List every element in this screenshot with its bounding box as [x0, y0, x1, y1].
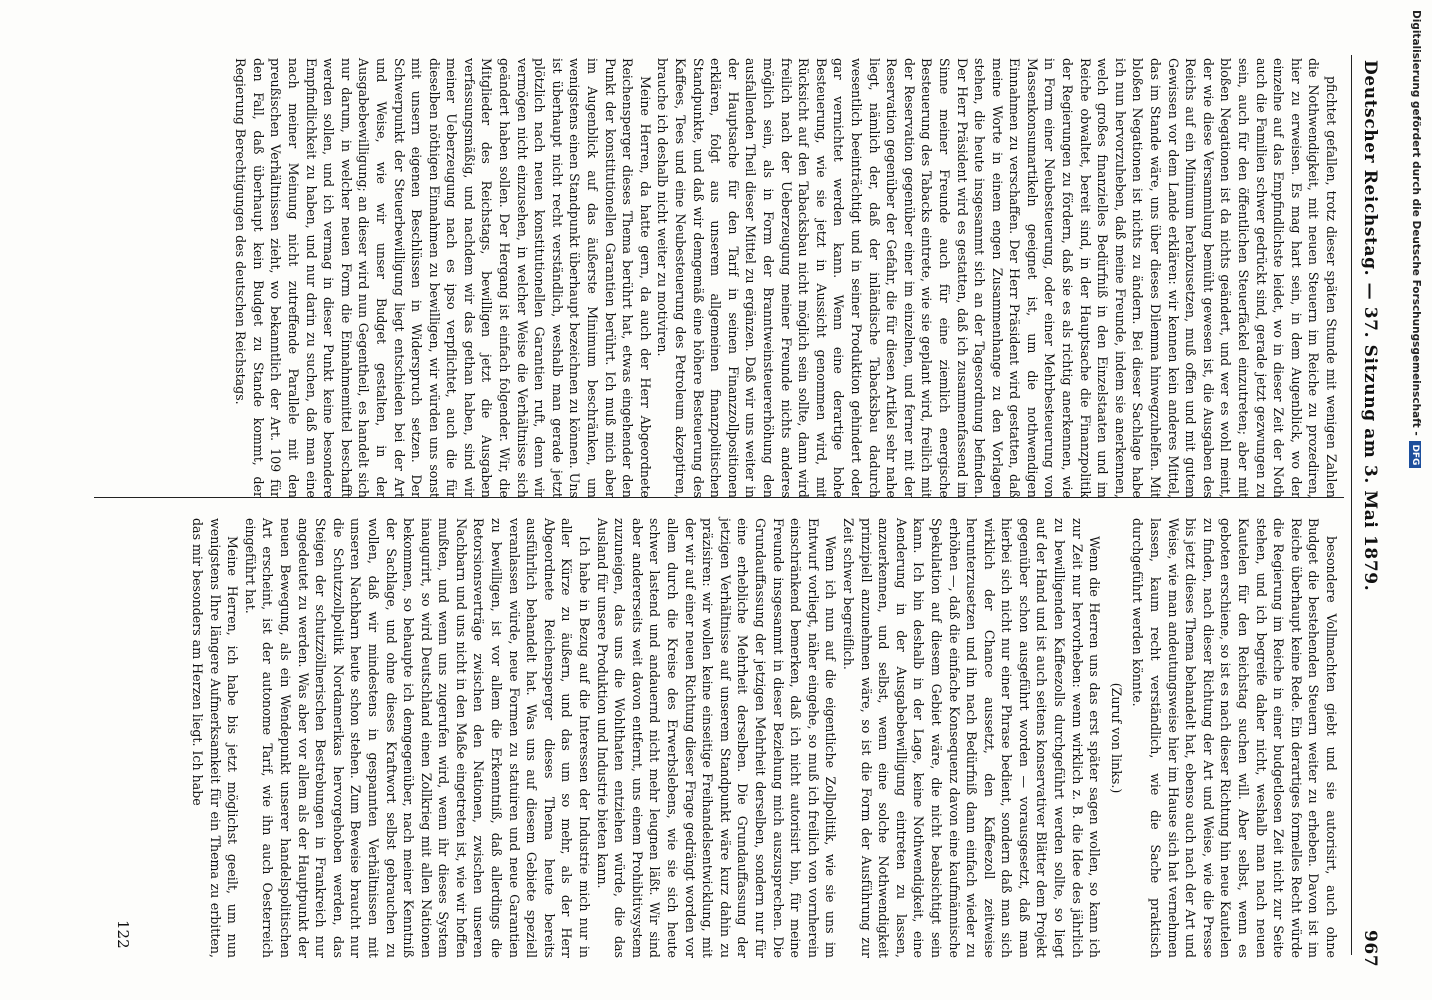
text-column-right	[188, 518, 1340, 958]
paragraph: Meine Herren, da hatte gern, da auch der Herr Abgeordnete Reichensperger dieses Thema berührt hat, etwas eingehender den Punkt der konstitutionellen Garantien berührt. Ich muß mich aber im Augenblick auf das äußerste Minimum beschränken, um wenigstens einen Standpunkt überhaupt bezeichnen zu können. Uns ist überhaupt nicht recht verständlich, weshalb man gerade jetzt plötzlich nach neuen konstitutionellen Garantien ruft, denn wir vermögen nicht einzusehen, in welcher Weise die Verhältnisse sich geändert haben sollen. Der Hergang ist einfach folgender. Wir, die Mitglieder des Reichstags, bewilligen jetzt die Ausgaben verfassungsmäßig, und nachdem wir das gethan haben, sind wir meiner Ueberzeugung nach es ipso verpflichtet, auch die für dieselben nöthigen Einnahmen zu bewilligen, wir würden uns sonst mit unsern eigenen Beschlüssen in Widerspruch setzen. Der Schwerpunkt der Steuerbewilligung liegt entschieden bei der Art und Weise, wie wir unser Budget gestalten, in der Ausgabebewilligung; an dieser wird nun Gegentheil, es handelt sich nur darum, in welcher neuen Form die Einnahmemittel beschafft werden sollen, und ich vermag in dieser Punkt keine besondere Empfindlichkeit zu haben, und nur darin zu suchen, daß man eine nach meiner Meinung nicht zutreffende Parallele mit den preußischen Verhältnissen zieht, wo bekanntlich der Art. 109 für den Fall, daß überhaupt kein Budget zu Stande kommt, der Regierung Berechtigungen des deutschen Reichstags.	[233, 58, 653, 498]
page-number: 967	[1360, 930, 1380, 968]
paragraph: pfichtet gefallen, trotz dieser späten Stunde mit wenigen Zahlen die Nothwendigkeit, mit neuen Steuern im Reiche zu prozediren, hier zu erweisen. Es mag hart sein, in dem Augenblick, wo der einzelne auf das Empfindlichste leidet, wo in dieser Zeit der Noth auch die Familien schwer gedrückt sind, gerade jetzt gezwungen zu sein, auch für den öffentlichen Steuerfäckel einzutreten; aber mit bloßen Negationen ist da nichts geändert, und wer es wohl meint, der wie diese Versammlung bemüht gewesen ist, die Ausgaben des Reichs auf ein Minimum herabzusetzen, muß offen und mit gutem Gewissen vor dem Lande erklären: wir kennen kein anderes Mittel, das im Stande wäre, uns über dieses Dilemma hinwegzuhelfen. Mit bloßen Negationen ist nichts zu ändern. Bei dieser Sachlage habe ich nun hervorzuheben, daß meine Freunde, indem sie anerkennen, welch großes finanzielles Bedürfniß in den Einzelstaaten und im Reiche obwaltet, bereit sind, in der Hauptsache die Finanzpolitik der Regierungen zu fördern, daß sie es als richtig anerkennen, wie in Form einer Neubesteuerung, oder einer Mehrbesteuerung von Massenkonsumartikeln geeignet ist, um die nothwendigen Einnahmen zu verschaffen. Der Herr Präsident wird gestatten, daß meine Worte in einem engen Zusammenhange zu den Vorlagen stehen, die heute insgesammt sich an der Tagesordnung befinden. Der Herr Präsident wird es gestatten, daß ich zusammenfassend im Sinne meiner Freunde auch für eine ziemlich energische Besteuerung des Tabacks eintrete, wie sie geplant wird, freilich mit der Reservation gegenüber einer im einzelnen, und ferner mit der Reservation gegenüber der Gefahr, die für diesen Artikel sehr nahe liegt, nämlich der, daß der inländische Tabacksbau dadurch wesentlich beeinträchtigt und in seiner Produktion gehindert oder gar vernichtet werden kann. Wenn eine derartige hohe Besteuerung, wie sie jetzt in Aussicht genommen wird, mit Rücksicht auf den Tabacksbau nicht möglich sein sollte, dann wird freilich nach der Ueberzeugung meiner Freunde nichts anderes möglich sein, als in Form der Branntweinsteuererhöhung den ausfallenden Theil dieser Mittel zu ergänzen. Daß wir uns weiter in der Hauptsache für den Tarif in seinen Finanzzollpositionen erklären, folgt aus unserem allgemeinen finanzpolitischen Standpunkte, und daß wir demgemäß eine höhere Besteuerung des Kaffees, Tees und eine Neubesteuerung des Petroleum akzeptiren, brauche ich deshalb nicht weiter zu motiviren.	[655, 58, 1339, 498]
paragraph: Meine Herren, ich habe bis jetzt möglichst geeilt, um nun wenigstens Ihre längere Aufmerksamkeit für ein Thema zu erbitten, das mir besonders am Herzen liegt. Ich habe	[190, 518, 241, 958]
funding-statement: Digitalisierung gefördert durch die Deutsche Forschungsgemeinschaft -	[1410, 10, 1422, 436]
paragraph: Wenn ich nun auf die eigentliche Zollpolitik, wie sie uns im Entwurf vorliegt, näher eingehe, so muß ich freilich von vornherein einschränkend bemerken, daß ich nicht autorisirt bin, für meine Freunde insgesammt in dieser Beziehung mich auszusprechen. Die Grundauffassung der jetzigen Mehrheit derselben, sondern nur für eine erhebliche Mehrheit derselben. Die Grundauffassung der jetzigen Verhältnisse auf unserem Standpunkt wäre kurz dahin zu präzisiren: wir wollen keine einseitige Freihandelsentwicklung, mit der wir auf einer neuen Richtung dieser Frage gedrängt worden vor allem durch die Kreise des Erwerbslebens, wie sie sich heute schwer lastend und andauernd nicht mehr leugnen läßt. Wir sind aber andererseits weit davon entfernt, uns einem Prohibitivsystem zuzuneigen, das uns die Wohlthaten entziehen würde, die das Ausland für unsere Produktion und Industrie bieten kann.	[594, 518, 839, 958]
text-column-left	[232, 58, 1340, 498]
sheet-signature: 122	[114, 920, 132, 949]
digitization-note	[1392, 10, 1428, 990]
paragraph: Ich habe in Bezug auf die Interessen der Industrie mich nur in aller Kürze zu äußern, und das um so mehr, als der Herr Abgeordnete Reichensperger dieses Thema heute bereits ausführlich behandelt hat. Was uns auf diesem Gebiete speziell veranlassen würde, neue Formen zu statuiren und neue Garantien zu bewilligen, ist vor allem die Erkenntniß, daß allerdings die Retorsionsverträge zwischen den Nationen, zwischen unseren Nachbarn und uns nicht in den Maße eingetreten ist, wie wir hoffen mußten, und wenn uns zugerufen wird, wenn ihr dieses System inaugurirt, so wird Deutschland einen Zollkrieg mit allen Nationen bekommen, so behaupte ich demgegenüber, nach meiner Kenntniß der Sachlage, und ohne dieses Kraftwort selbst gebrauchen zu wollen, daß wir mindestens in gespannten Verhältnissen mit unseren Nachbarn heute schon stehen. Zum Beweise braucht nur die Schutzzollpolitik Nordamerikas hervorgehoben werden, das Steigen der schutzzöllnerischen Bestrebungen in Frankreich nur angedeutet zu werden. Was aber vor allem als der Hauptpunkt der neuen Bewegung, als ein Wendepunkt unserer handelspolitischen Art erscheint, ist der autonome Tarif, wie ihn auch Oesterreich eingeführt hat.	[242, 518, 593, 958]
dfg-logo: DFG	[1409, 441, 1421, 468]
header-title: Deutscher Reichstag. — 37. Sitzung am 3. Mai 1879.	[1360, 60, 1380, 592]
digitization-note-text	[1409, 10, 1422, 990]
paragraph: (Zuruf von links.)	[1108, 682, 1124, 794]
paragraph: Wenn die Herren uns das erst später sagen wollen, so kann ich zur Zeit nur hervorheben: wenn wirklich z. B. die Idee des jährlich zu bewilligenden Kaffeezolls durchgeführt werden sollte, so liegt auf der Hand und ist auch seitens konservativer Blätter dem Projekt gegenüber schon ausgeführt worden — vorausgesetzt, daß man hierbei sich nicht nur einer Phrase bedient, sondern daß man sich wirklich der Chance aussetzt, den Kaffeezoll zeitweise herunterzusetzen und ihn nach Bedürfniß dann einfach wieder zu erhöhen —, daß die einfache Konsequenz davon eine kaufmännische Spekulation auf diesem Gebiet wäre, die nicht beabsichtigt sein kann. Ich bin deshalb in der Lage, keine Nothwendigkeit, eine Aenderung in der Ausgabebewilligung eintreten zu lassen, anzuerkennen, und selbst, wenn eine solche Nothwendigkeit prinzipiell anzunehmen wäre, so ist die Form der Ausführung zur Zeit schwer begreiflich.	[840, 518, 1103, 958]
column-divider	[94, 497, 1344, 498]
header-rule	[1351, 55, 1352, 955]
paragraph: besondere Vollmachten giebt und sie autorisirt, auch ohne Budget die bestehenden Steuern weiter zu erheben. Davon ist im Reiche überhaupt keine Rede. Ein derartiges formelles Recht würde die Regierung im Reiche in einer budgetlosen Zeit nicht zur Seite stehen, und ich begreife daher nicht, weshalb man nach neuen Kautelen für den Reichstag suchen will. Aber selbst, wenn es geboten erschiene, so ist es nach dieser Richtung hin neue Kautelen zu finden, nach dieser Richtung der Art und Weise, wie die Presse bis jetzt dieses Thema behandelt hat, ebenso auch nach der Art und Weise, wie man andeutungsweise hier im Hause sich hat vernehmen lassen, kaum recht verständlich, wie die Sache praktisch durchgeführt werden könnte.	[1130, 518, 1339, 958]
